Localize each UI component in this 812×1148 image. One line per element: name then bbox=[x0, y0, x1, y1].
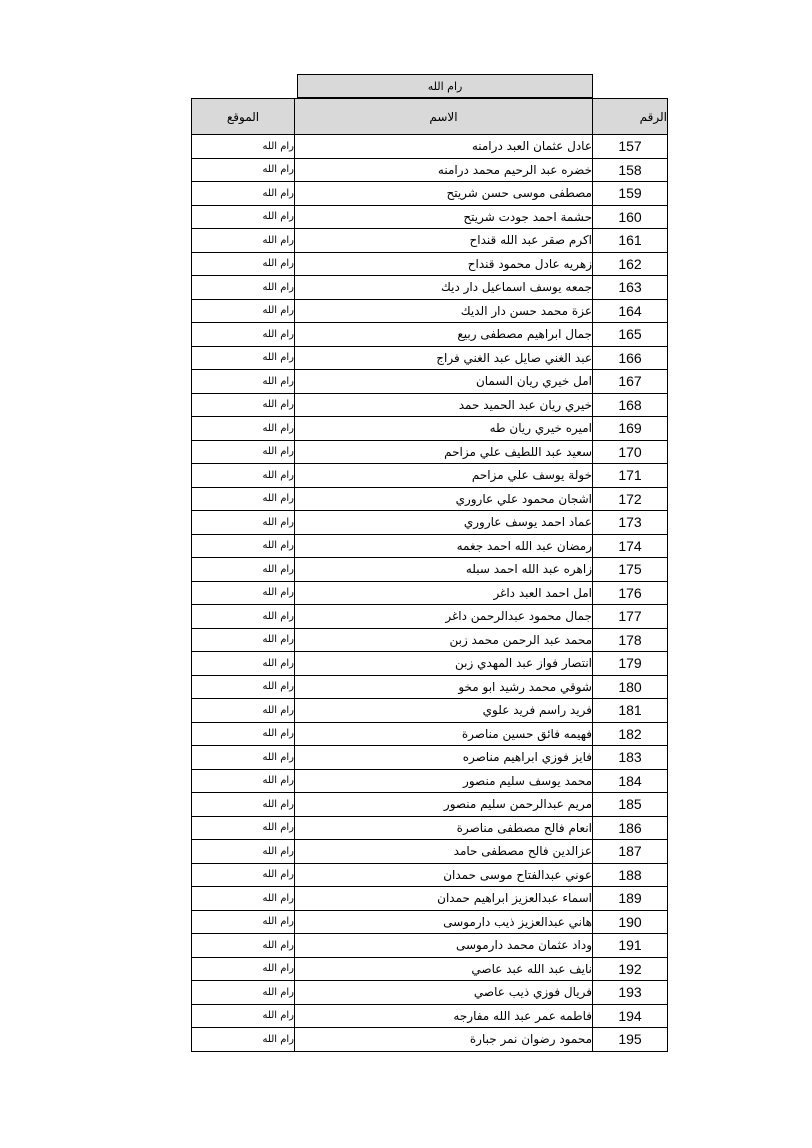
row-location: رام الله bbox=[192, 910, 295, 934]
table-row bbox=[192, 581, 668, 605]
row-name: خضره عبد الرحيم محمد درامنه bbox=[295, 158, 593, 182]
table-row bbox=[192, 487, 668, 511]
table-row bbox=[192, 440, 668, 464]
row-location: رام الله bbox=[192, 957, 295, 981]
row-number: 183 bbox=[593, 746, 668, 770]
table-row bbox=[192, 863, 668, 887]
row-name: اكرم صقر عبد الله قنداح bbox=[295, 229, 593, 253]
row-number: 170 bbox=[593, 440, 668, 464]
row-name: حشمة احمد جودت شريتح bbox=[295, 205, 593, 229]
row-number: 161 bbox=[593, 229, 668, 253]
row-number: 171 bbox=[593, 464, 668, 488]
row-name: محمود رضوان نمر جبارة bbox=[295, 1028, 593, 1052]
row-number: 193 bbox=[593, 981, 668, 1005]
row-location: رام الله bbox=[192, 699, 295, 723]
table-row bbox=[192, 158, 668, 182]
row-number: 188 bbox=[593, 863, 668, 887]
table-row bbox=[192, 840, 668, 864]
row-location: رام الله bbox=[192, 746, 295, 770]
header-row bbox=[192, 99, 668, 135]
row-name: عزة محمد حسن دار الديك bbox=[295, 299, 593, 323]
row-location: رام الله bbox=[192, 887, 295, 911]
row-number: 173 bbox=[593, 511, 668, 535]
row-name: فهيمه فائق حسين مناصرة bbox=[295, 722, 593, 746]
header-number: الرقم bbox=[593, 99, 668, 135]
row-number: 186 bbox=[593, 816, 668, 840]
table-row bbox=[192, 393, 668, 417]
table-row bbox=[192, 887, 668, 911]
row-location: رام الله bbox=[192, 793, 295, 817]
row-name: عماد احمد يوسف عاروري bbox=[295, 511, 593, 535]
table-row bbox=[192, 793, 668, 817]
row-number: 176 bbox=[593, 581, 668, 605]
row-location: رام الله bbox=[192, 840, 295, 864]
row-number: 174 bbox=[593, 534, 668, 558]
table-row bbox=[192, 981, 668, 1005]
row-number: 166 bbox=[593, 346, 668, 370]
row-location: رام الله bbox=[192, 534, 295, 558]
table-row bbox=[192, 605, 668, 629]
row-location: رام الله bbox=[192, 299, 295, 323]
row-number: 165 bbox=[593, 323, 668, 347]
row-number: 175 bbox=[593, 558, 668, 582]
table-row bbox=[192, 910, 668, 934]
row-name: نايف عبد الله عبد عاصي bbox=[295, 957, 593, 981]
row-location: رام الله bbox=[192, 769, 295, 793]
row-number: 172 bbox=[593, 487, 668, 511]
row-name: فاطمه عمر عبد الله مفارجه bbox=[295, 1004, 593, 1028]
table-row bbox=[192, 205, 668, 229]
table-row bbox=[192, 769, 668, 793]
row-location: رام الله bbox=[192, 628, 295, 652]
row-location: رام الله bbox=[192, 464, 295, 488]
row-number: 180 bbox=[593, 675, 668, 699]
row-number: 169 bbox=[593, 417, 668, 441]
row-name: رمضان عبد الله احمد جغمه bbox=[295, 534, 593, 558]
row-location: رام الله bbox=[192, 981, 295, 1005]
table-row bbox=[192, 957, 668, 981]
row-location: رام الله bbox=[192, 323, 295, 347]
row-number: 189 bbox=[593, 887, 668, 911]
row-location: رام الله bbox=[192, 581, 295, 605]
row-location: رام الله bbox=[192, 487, 295, 511]
row-name: امل احمد العبد داغر bbox=[295, 581, 593, 605]
row-name: عوني عبدالفتاح موسى حمدان bbox=[295, 863, 593, 887]
row-location: رام الله bbox=[192, 675, 295, 699]
row-number: 178 bbox=[593, 628, 668, 652]
row-location: رام الله bbox=[192, 558, 295, 582]
row-name: عادل عثمان العبد درامنه bbox=[295, 135, 593, 159]
table-row bbox=[192, 276, 668, 300]
row-location: رام الله bbox=[192, 417, 295, 441]
row-location: رام الله bbox=[192, 816, 295, 840]
row-name: فريال فوزي ذيب عاصي bbox=[295, 981, 593, 1005]
row-name: محمد عبد الرحمن محمد زبن bbox=[295, 628, 593, 652]
row-location: رام الله bbox=[192, 605, 295, 629]
table-row bbox=[192, 182, 668, 206]
table-row bbox=[192, 722, 668, 746]
names-table bbox=[191, 98, 668, 1052]
row-number: 167 bbox=[593, 370, 668, 394]
row-number: 191 bbox=[593, 934, 668, 958]
row-number: 159 bbox=[593, 182, 668, 206]
row-location: رام الله bbox=[192, 205, 295, 229]
table-row bbox=[192, 534, 668, 558]
row-location: رام الله bbox=[192, 722, 295, 746]
table-row bbox=[192, 135, 668, 159]
row-number: 182 bbox=[593, 722, 668, 746]
row-location: رام الله bbox=[192, 652, 295, 676]
table-row bbox=[192, 252, 668, 276]
row-location: رام الله bbox=[192, 393, 295, 417]
table-row bbox=[192, 417, 668, 441]
row-number: 194 bbox=[593, 1004, 668, 1028]
row-number: 160 bbox=[593, 205, 668, 229]
row-location: رام الله bbox=[192, 1028, 295, 1052]
row-location: رام الله bbox=[192, 252, 295, 276]
row-location: رام الله bbox=[192, 276, 295, 300]
row-location: رام الله bbox=[192, 346, 295, 370]
table-row bbox=[192, 558, 668, 582]
row-number: 158 bbox=[593, 158, 668, 182]
row-number: 190 bbox=[593, 910, 668, 934]
row-number: 163 bbox=[593, 276, 668, 300]
table-row bbox=[192, 299, 668, 323]
row-number: 192 bbox=[593, 957, 668, 981]
row-name: جمال ابراهيم مصطفى ربيع bbox=[295, 323, 593, 347]
table-row bbox=[192, 934, 668, 958]
row-name: امل خيري ريان السمان bbox=[295, 370, 593, 394]
table-row bbox=[192, 816, 668, 840]
table-row bbox=[192, 511, 668, 535]
row-name: شوقي محمد رشيد ابو مخو bbox=[295, 675, 593, 699]
region-title: رام الله bbox=[297, 74, 593, 98]
row-location: رام الله bbox=[192, 370, 295, 394]
table-row bbox=[192, 323, 668, 347]
row-number: 164 bbox=[593, 299, 668, 323]
row-name: مصطفى موسى حسن شريتح bbox=[295, 182, 593, 206]
row-location: رام الله bbox=[192, 440, 295, 464]
row-location: رام الله bbox=[192, 511, 295, 535]
table-row bbox=[192, 229, 668, 253]
table-row bbox=[192, 1028, 668, 1052]
table-row bbox=[192, 699, 668, 723]
row-name: اشجان محمود علي عاروري bbox=[295, 487, 593, 511]
row-name: عزالدين فالح مصطفى حامد bbox=[295, 840, 593, 864]
row-location: رام الله bbox=[192, 229, 295, 253]
row-location: رام الله bbox=[192, 1004, 295, 1028]
row-name: زاهره عبد الله احمد سبله bbox=[295, 558, 593, 582]
row-location: رام الله bbox=[192, 135, 295, 159]
row-name: سعيد عبد اللطيف علي مزاحم bbox=[295, 440, 593, 464]
row-number: 177 bbox=[593, 605, 668, 629]
row-number: 195 bbox=[593, 1028, 668, 1052]
table-row bbox=[192, 370, 668, 394]
row-name: جمعه يوسف اسماعيل دار ديك bbox=[295, 276, 593, 300]
row-number: 179 bbox=[593, 652, 668, 676]
row-location: رام الله bbox=[192, 182, 295, 206]
row-name: انعام فالح مصطفى مناصرة bbox=[295, 816, 593, 840]
row-name: محمد يوسف سليم منصور bbox=[295, 769, 593, 793]
row-name: خولة يوسف علي مزاحم bbox=[295, 464, 593, 488]
row-name: عبد الغني صايل عبد الغني فراج bbox=[295, 346, 593, 370]
row-number: 185 bbox=[593, 793, 668, 817]
row-name: فايز فوزي ابراهيم مناصره bbox=[295, 746, 593, 770]
row-name: زهريه عادل محمود قنداح bbox=[295, 252, 593, 276]
table-row bbox=[192, 1004, 668, 1028]
row-name: فريد راسم فريد علوي bbox=[295, 699, 593, 723]
row-number: 162 bbox=[593, 252, 668, 276]
row-name: انتصار فواز عبد المهدي زبن bbox=[295, 652, 593, 676]
table-row bbox=[192, 746, 668, 770]
row-number: 157 bbox=[593, 135, 668, 159]
table-row bbox=[192, 628, 668, 652]
row-number: 181 bbox=[593, 699, 668, 723]
row-name: اميره خيري ريان طه bbox=[295, 417, 593, 441]
row-name: اسماء عبدالعزيز ابراهيم حمدان bbox=[295, 887, 593, 911]
header-name: الاسم bbox=[295, 99, 593, 135]
row-number: 168 bbox=[593, 393, 668, 417]
row-number: 187 bbox=[593, 840, 668, 864]
table-row bbox=[192, 652, 668, 676]
table-row bbox=[192, 675, 668, 699]
row-location: رام الله bbox=[192, 158, 295, 182]
table-body bbox=[192, 135, 668, 1052]
table-row bbox=[192, 464, 668, 488]
row-location: رام الله bbox=[192, 863, 295, 887]
header-location: الموقع bbox=[192, 99, 295, 135]
table-row bbox=[192, 346, 668, 370]
row-name: هاني عبدالعزيز ذيب دارموسى bbox=[295, 910, 593, 934]
row-location: رام الله bbox=[192, 934, 295, 958]
row-name: وداد عثمان محمد دارموسى bbox=[295, 934, 593, 958]
row-name: خيري ريان عبد الحميد حمد bbox=[295, 393, 593, 417]
row-number: 184 bbox=[593, 769, 668, 793]
row-name: مريم عبدالرحمن سليم منصور bbox=[295, 793, 593, 817]
row-name: جمال محمود عبدالرحمن داغر bbox=[295, 605, 593, 629]
